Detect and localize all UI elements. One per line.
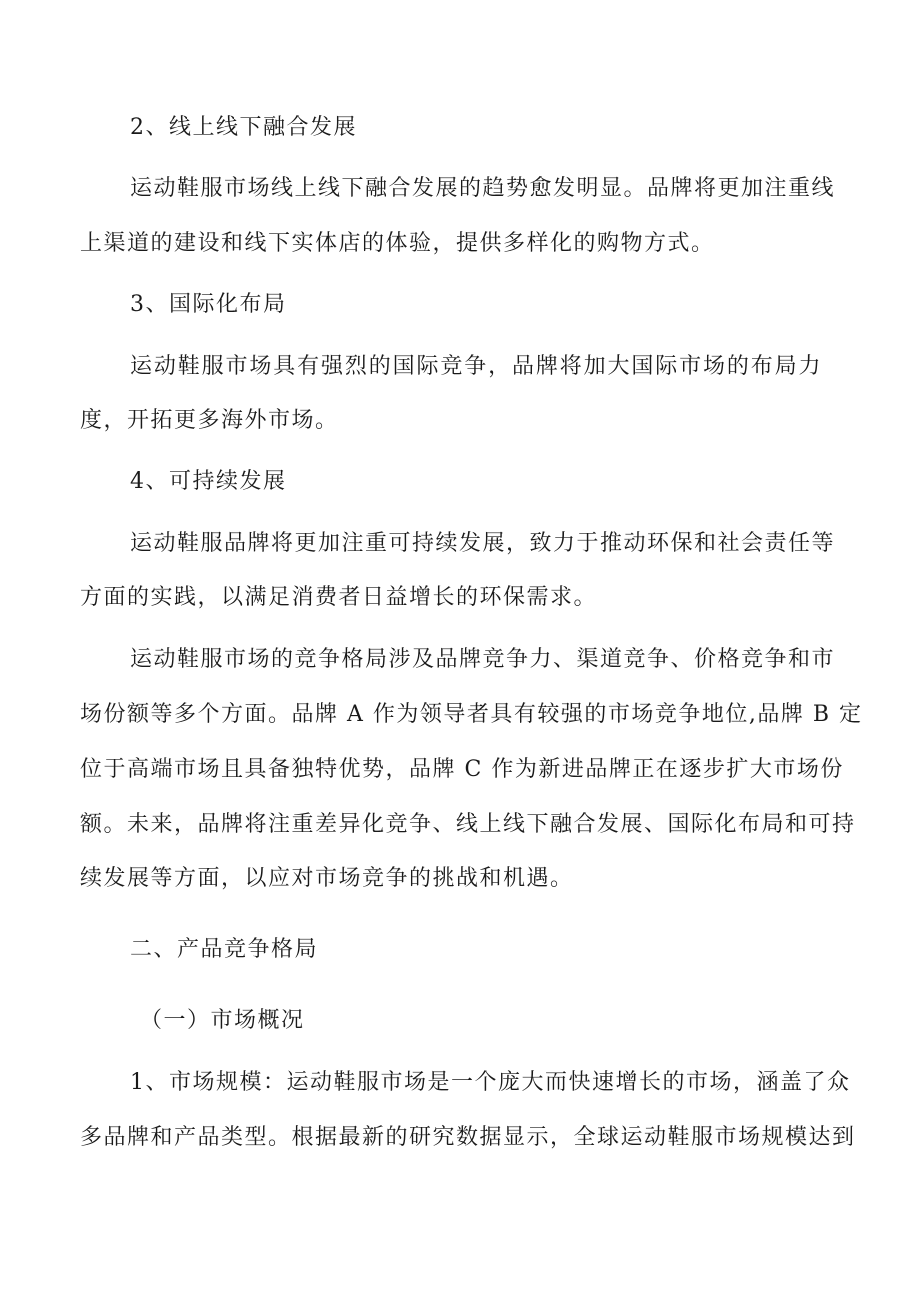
paragraph-line: 度，开拓更多海外市场。: [80, 408, 339, 433]
paragraph-line: 运动鞋服市场的竞争格局涉及品牌竞争力、渠道竞争、价格竞争和市: [130, 647, 836, 672]
heading-online-offline: 2、线上线下融合发展: [130, 115, 357, 140]
paragraph-line: 方面的实践，以满足消费者日益增长的环保需求。: [80, 585, 598, 610]
paragraph-line: 上渠道的建设和线下实体店的体验，提供多样化的购物方式。: [80, 231, 715, 256]
paragraph-line: 1、市场规模：运动鞋服市场是一个庞大而快速增长的市场，涵盖了众: [130, 1070, 851, 1095]
heading-international: 3、国际化布局: [130, 292, 287, 317]
paragraph-line: 运动鞋服市场线上线下融合发展的趋势愈发明显。品牌将更加注重线: [130, 176, 836, 201]
paragraph-line: 场份额等多个方面。品牌 A 作为领导者具有较强的市场竞争地位,品牌 B 定: [80, 702, 863, 727]
paragraph-line: 多品牌和产品类型。根据最新的研究数据显示，全球运动鞋服市场规模达到: [80, 1125, 856, 1150]
heading-sustainable: 4、可持续发展: [130, 469, 287, 494]
subsection-heading-market-overview: （一）市场概况: [140, 1008, 305, 1033]
paragraph-line: 运动鞋服市场具有强烈的国际竞争，品牌将加大国际市场的布局力: [130, 354, 822, 379]
paragraph-line: 位于高端市场且具备独特优势，品牌 C 作为新进品牌正在逐步扩大市场份: [80, 757, 844, 782]
paragraph-line: 运动鞋服品牌将更加注重可持续发展，致力于推动环保和社会责任等: [130, 531, 836, 556]
paragraph-line: 续发展等方面，以应对市场竞争的挑战和机遇。: [80, 866, 574, 891]
paragraph-line: 额。未来，品牌将注重差异化竞争、线上线下融合发展、国际化布局和可持: [80, 812, 856, 837]
section-heading-product-competition: 二、产品竞争格局: [130, 937, 319, 962]
